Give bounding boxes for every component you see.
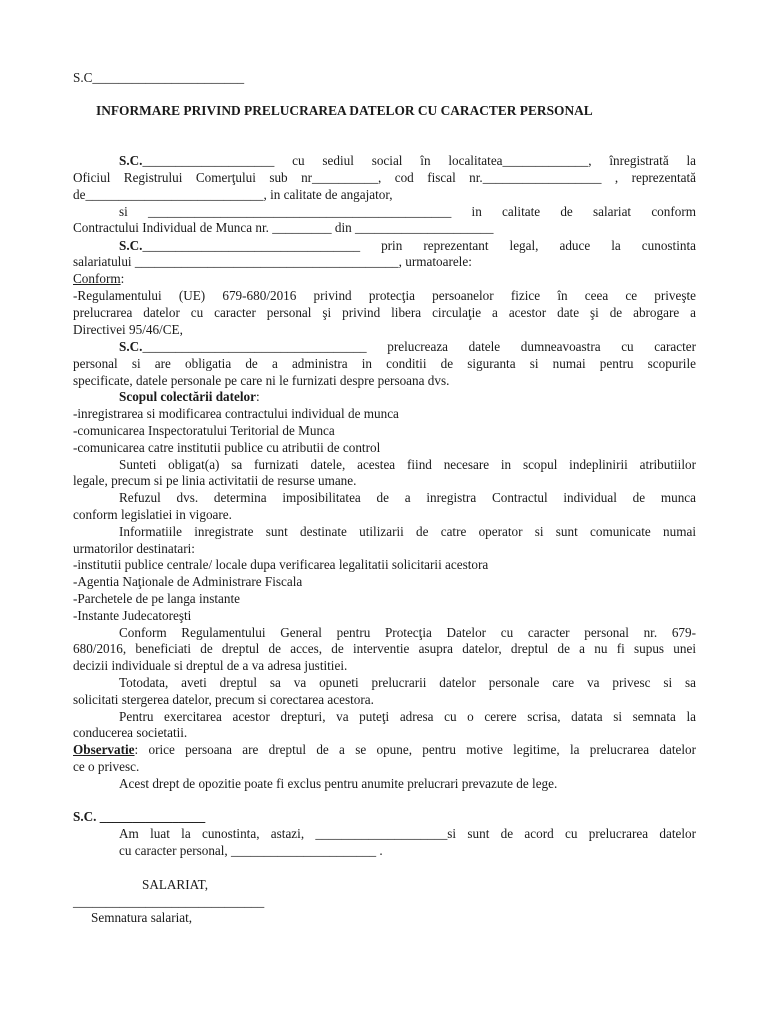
intro-line-4: si ______________________________________________ in calitate de salariat conform [119, 204, 696, 219]
obligation-line-2: legale, precum si pe linia activitatii de resurse umane. [73, 473, 357, 488]
observation-line-2: ce o privesc. [73, 759, 140, 774]
conform-heading [73, 271, 124, 287]
recipient-item: -Parchetele de pe langa instante [73, 591, 240, 606]
observation-line-1-text: : orice persoana are dreptul de a se opune, pentru motive legitime, la prelucrarea datelor [134, 742, 696, 757]
scope-item: -comunicarea Inspectoratului Teritorial de Munca [73, 423, 335, 438]
intro-line-5: Contractului Individual de Munca nr. _________ din _____________________ [73, 220, 494, 235]
acknowledge-line-2: cu caracter personal, ______________________ . [119, 843, 383, 858]
document-title: INFORMARE PRIVIND PRELUCRAREA DATELOR CU CARACTER PERSONAL [96, 103, 593, 118]
intro-line-2: Oficiul Registrului Comerţului sub nr__________, cod fiscal nr.__________________ , reprezentată [73, 170, 696, 185]
conform-colon: : [120, 271, 125, 286]
conform-line-1: -Regulamentului (UE) 679-680/2016 privind protecţia persoanelor fizice în ceea ce priveşte [73, 288, 696, 303]
rights-line-1: Conform Regulamentului General pentru Protecţia Datelor cu caracter personal nr. 679- [119, 625, 696, 640]
conform-label: Conform [73, 271, 121, 286]
opposition-line-1: Totodata, aveti dreptul sa va opuneti prelucrarii datelor personale care va privesc si sa [119, 675, 696, 690]
exercise-line-1: Pentru exercitarea acestor drepturi, va puteţi adresa cu o cerere scrisa, datata si semnata la [119, 709, 696, 724]
observation-line-1 [73, 742, 696, 758]
acknowledge-line-1: Am luat la cunostinta, astazi, ____________________si sunt de acord cu prelucrarea datelor [119, 826, 696, 841]
recipient-item: -institutii publice centrale/ locale dupa verificarea legalitatii solicitarii acestora [73, 557, 489, 572]
company-header-line: S.C_______________________ [73, 70, 245, 85]
signature-label: Semnatura salariat, [91, 910, 193, 925]
intro-line-1 [119, 153, 696, 169]
conform-line-2: prelucrarea datelor cu caracter personal şi privind libera circulaţie a acestor date şi de abrogare a [73, 305, 696, 320]
recipient-item: -Instante Judecatoreşti [73, 608, 192, 623]
exercise-line-2: conducerea societatii. [73, 725, 188, 740]
refusal-line-1: Refuzul dvs. determina imposibilitatea de a inregistra Contractul individual de munca [119, 490, 696, 505]
opposition-line-2: solicitati stergerea datelor, precum si corectarea acestora. [73, 692, 374, 707]
acknowledge-company-line: S.C. ________________ [73, 809, 206, 824]
signature-role: SALARIAT, [142, 877, 209, 892]
recipient-item: -Agentia Naţionale de Administrare Fiscala [73, 574, 303, 589]
conform-line-3: Directivei 95/46/CE, [73, 322, 183, 337]
operator-line-3: specificate, datele personale pe care ni le furnizati despre persoana dvs. [73, 373, 450, 388]
scope-colon: : [255, 389, 260, 404]
obligation-line-1: Sunteti obligat(a) sa furnizati datele, acestea fiind necesare in scopul indeplinirii atributiilor [119, 457, 696, 472]
observation-line-3: Acest drept de opozitie poate fi exclus pentru anumite prelucrari prevazute de lege. [119, 776, 558, 791]
scope-item: -comunicarea catre institutii publice cu atributii de control [73, 440, 381, 455]
operator-line-1 [119, 339, 696, 355]
operator-line-1-text: __________________________________ prelucreaza datele dumneavoastra cu caracter [142, 339, 696, 354]
intro-company-label: S.C. [119, 153, 143, 168]
observation-label: Observatie [73, 742, 135, 757]
refusal-line-2: conform legislatiei in vigoare. [73, 507, 232, 522]
operator-line-2: personal si are obligatia de a administra in conditii de siguranta si numai pentru scopurile [73, 356, 696, 371]
scope-heading-text: Scopul colectării datelor [119, 389, 256, 404]
signature-line: _____________________________ [73, 894, 265, 909]
intro-line-7: salariatului ________________________________________, urmatoarele: [73, 254, 472, 269]
intro-operator-label: S.C. [119, 238, 143, 253]
operator-company-label: S.C. [119, 339, 143, 354]
scope-heading [119, 389, 260, 405]
intro-line-6 [119, 238, 696, 254]
scope-item: -inregistrarea si modificarea contractului individual de munca [73, 406, 399, 421]
rights-line-3: decizii individuale si dreptul de a va adresa justitiei. [73, 658, 348, 673]
intro-line-6-text: _________________________________ prin reprezentant legal, aduce la cunostinta [142, 238, 696, 253]
rights-line-2: 680/2016, beneficiati de dreptul de acces, de interventie asupra datelor, dreptul de a nu fi supus unei [73, 641, 696, 656]
intro-line-3: de___________________________, in calitate de angajator, [73, 187, 393, 202]
recipients-line-2: urmatorilor destinatari: [73, 541, 195, 556]
intro-line-1-text: ____________________ cu sediul social în localitatea_____________, înregistrată la [142, 153, 696, 168]
recipients-line-1: Informatiile inregistrate sunt destinate utilizarii de catre operator si sunt comunicate numai [119, 524, 696, 539]
